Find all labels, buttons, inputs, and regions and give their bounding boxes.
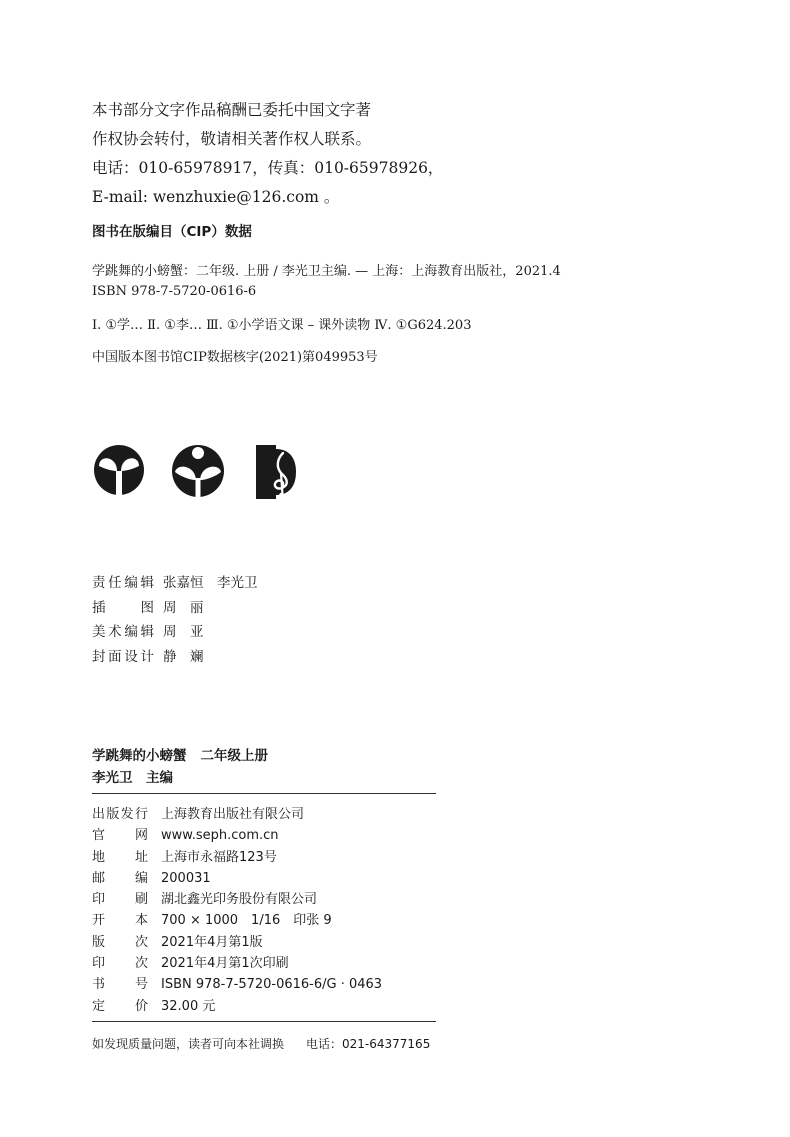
imprint-row (92, 868, 382, 889)
imprint-label: 开本 (92, 913, 148, 929)
imprint-value: ISBN 978-7-5720-0616-6/G · 0463 (161, 977, 383, 993)
imprint-value: 32.00 元 (161, 998, 216, 1014)
imprint-row (92, 825, 382, 846)
quality-contact (92, 1035, 430, 1052)
notice-line: 本书部分文字作品稿酬已委托中国文字著 (92, 101, 372, 119)
copyright-notice (92, 96, 652, 212)
credit-value: 周 丽 (163, 599, 204, 616)
cip-classification: Ⅰ. ①学… Ⅱ. ①李… Ⅲ. ①小学语文课 – 课外读物 Ⅳ. ①G624.203 (92, 318, 472, 333)
music-treble-clef-logo (256, 445, 300, 499)
notice-line: 作权协会转付，敬请相关著作权人联系。 (92, 130, 372, 148)
bottom-divider (92, 1021, 436, 1022)
cip-heading: 图书在版编目（CIP）数据 (92, 224, 252, 240)
book-title (92, 744, 268, 764)
credit-value: 周 亚 (163, 624, 204, 640)
imprint-value: 上海教育出版社有限公司 (161, 807, 305, 822)
credit-label: 责任编辑 (92, 575, 154, 591)
top-divider (92, 793, 436, 794)
credit-value: 张嘉恒 李光卫 (163, 575, 258, 591)
imprint-value: 湖北鑫光印务股份有限公司 (161, 892, 318, 908)
credit-value: 静 斓 (163, 648, 204, 665)
imprint-value: 200031 (161, 870, 211, 886)
imprint-value: 700 × 1000 1/16 印张 9 (161, 913, 332, 929)
imprint-label: 地址 (92, 849, 148, 865)
imprint-label: 邮编 (92, 870, 148, 886)
credit-row (92, 571, 258, 596)
imprint-label: 书号 (92, 977, 148, 993)
notice-line: 电话：010-65978917，传真：010-65978926， (92, 159, 444, 177)
service-phone: 电话：021-64377165 (306, 1037, 431, 1051)
book-grade: 二年级上册 (200, 748, 268, 764)
imprint-label: 官网 (92, 828, 148, 844)
cip-approval-number: 中国版本图书馆CIP数据核字(2021)第049953号 (92, 350, 378, 365)
imprint-row (92, 804, 382, 825)
credit-row (92, 645, 258, 670)
publisher-seedling-sun-logo (171, 444, 225, 498)
imprint-row (92, 910, 382, 931)
imprint-label: 印次 (92, 956, 148, 972)
book-title-text: 学跳舞的小螃蟹 (92, 748, 187, 764)
credit-row (92, 596, 258, 621)
credit-label: 封面设计 (92, 648, 154, 665)
imprint-table (92, 804, 382, 1017)
imprint-row (92, 847, 382, 868)
imprint-label: 印刷 (92, 892, 148, 908)
imprint-row (92, 974, 382, 995)
editorial-credits (92, 571, 258, 669)
book-author: 李光卫 主编 (92, 770, 173, 786)
imprint-value: 上海市永福路123号 (161, 849, 277, 865)
credit-label: 美术编辑 (92, 624, 154, 640)
imprint-value: 2021年4月第1次印刷 (161, 956, 289, 972)
quality-notice: 如发现质量问题，读者可向本社调换 (92, 1037, 285, 1051)
imprint-value: www.seph.com.cn (161, 828, 279, 844)
credit-label: 插图 (92, 599, 154, 616)
imprint-label: 版次 (92, 934, 148, 950)
publisher-seedling-logo (93, 444, 145, 496)
imprint-row (92, 953, 382, 974)
imprint-value: 2021年4月第1版 (161, 934, 263, 950)
imprint-label: 定价 (92, 998, 148, 1014)
cip-entry-line: 学跳舞的小螃蟹：二年级. 上册 / 李光卫主编. — 上海：上海教育出版社，2021.4 (92, 264, 561, 279)
imprint-row (92, 996, 382, 1017)
cip-entry (92, 262, 561, 302)
imprint-label: 出版发行 (92, 807, 148, 822)
imprint-row (92, 932, 382, 953)
cip-isbn-line: ISBN 978-7-5720-0616-6 (92, 284, 257, 299)
notice-line: E-mail: wenzhuxie@126.com 。 (92, 188, 340, 206)
imprint-row (92, 889, 382, 910)
credit-row (92, 620, 258, 645)
